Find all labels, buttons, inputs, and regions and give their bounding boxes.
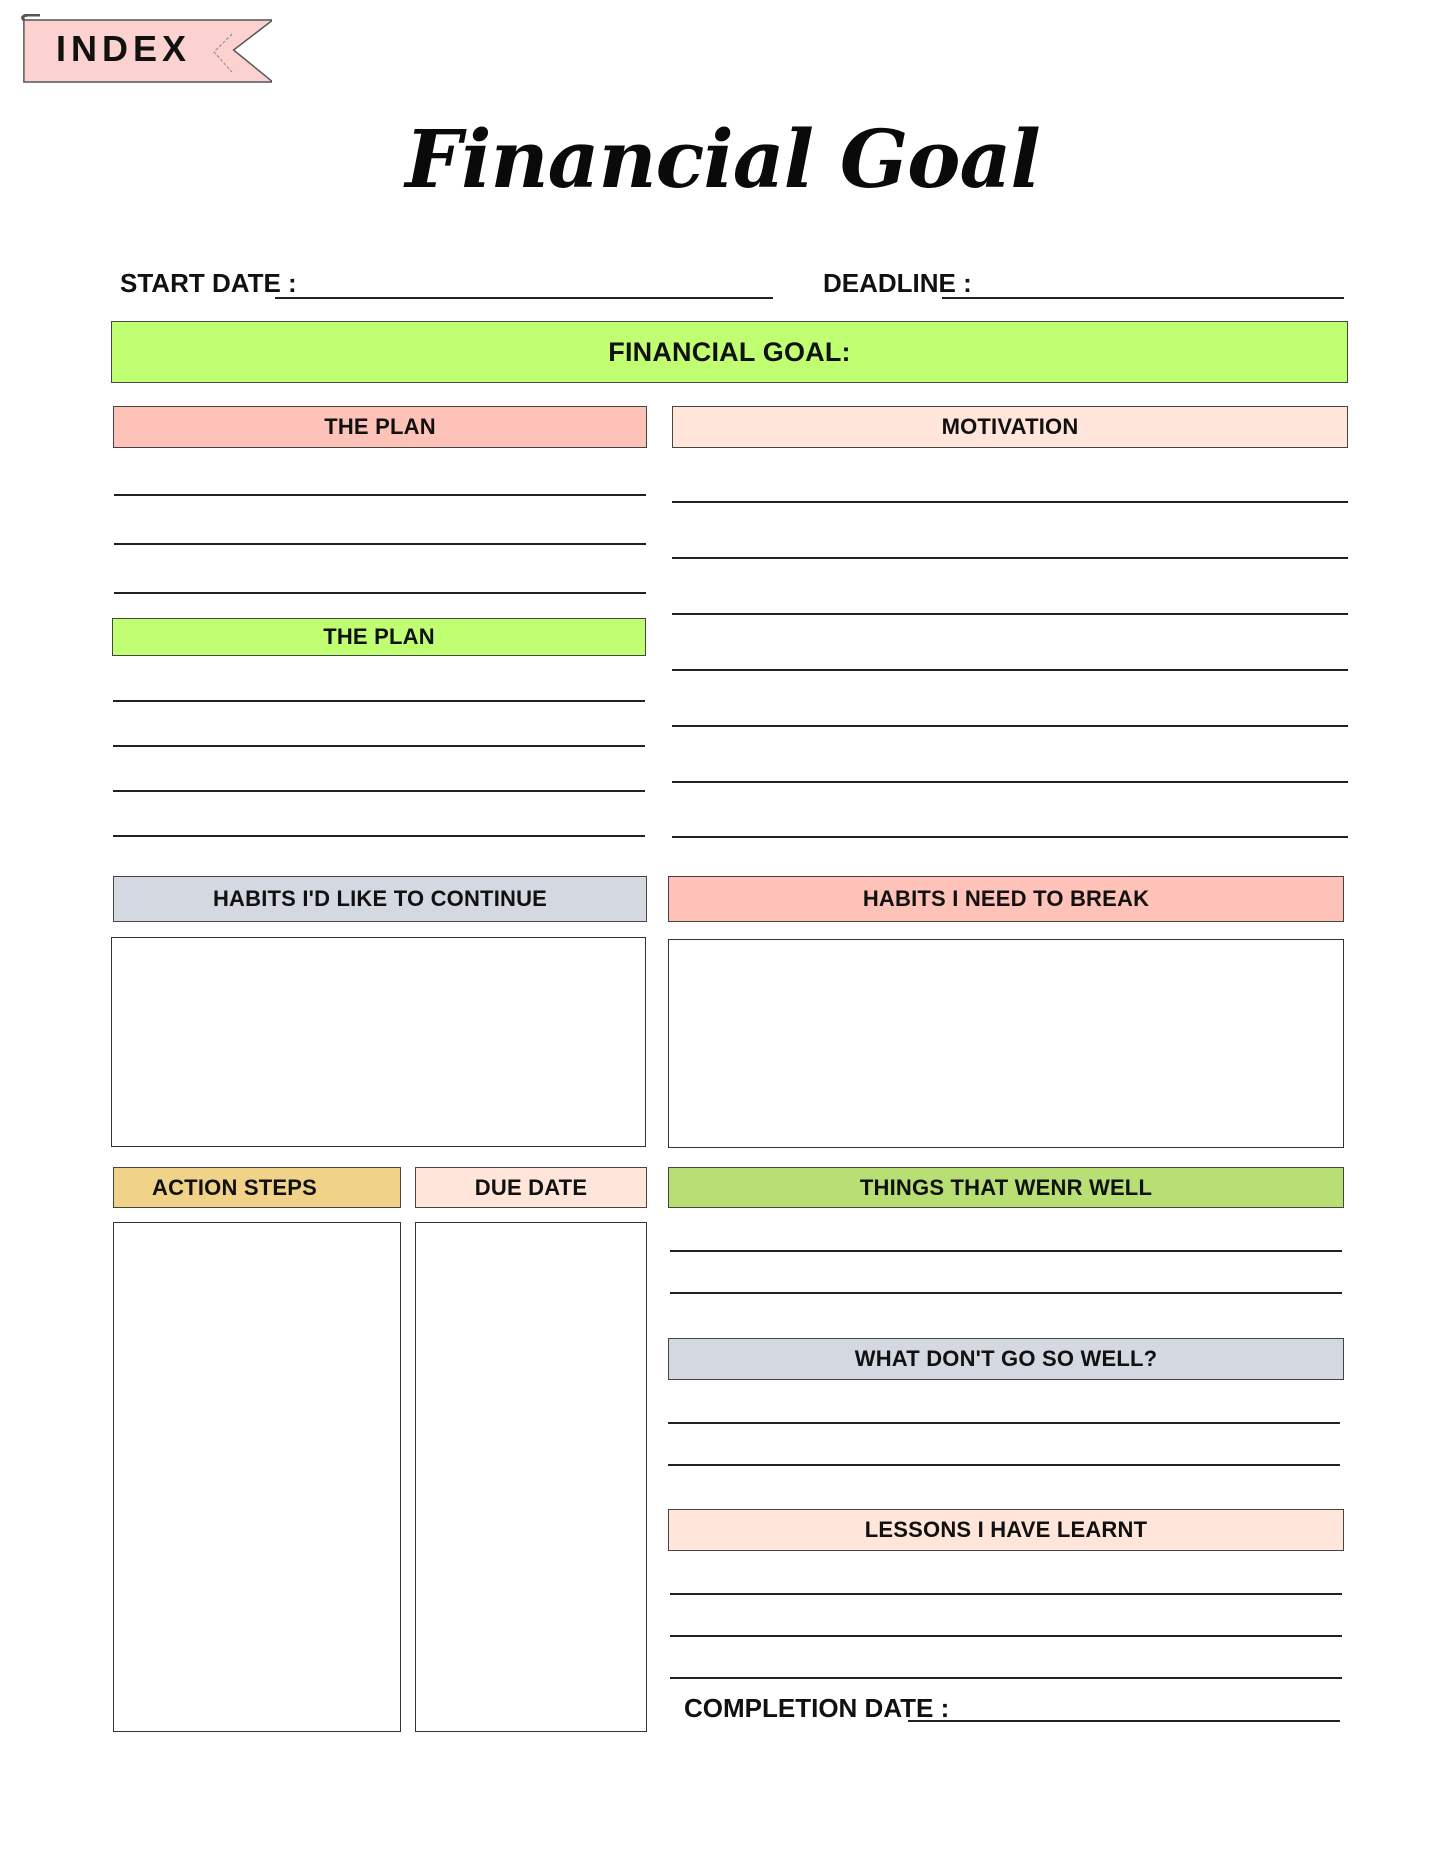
completion-date-label: COMPLETION DATE : xyxy=(684,1693,950,1723)
lessons-label: LESSONS I HAVE LEARNT xyxy=(864,1517,1148,1542)
plan-1-line[interactable] xyxy=(114,494,646,496)
due-date-label: DUE DATE xyxy=(474,1174,588,1200)
completion-date-field[interactable] xyxy=(908,1720,1340,1722)
plan-header-2 xyxy=(112,618,646,656)
plan-1-line[interactable] xyxy=(114,543,646,545)
habits-break-header xyxy=(668,876,1344,922)
habits-continue-box[interactable] xyxy=(111,937,646,1147)
lessons-line[interactable] xyxy=(670,1593,1342,1595)
page-title: Financial Goal xyxy=(405,112,1040,206)
not-well-header xyxy=(668,1338,1344,1380)
motivation-line[interactable] xyxy=(672,501,1348,503)
plan-2-line[interactable] xyxy=(113,745,645,747)
motivation-line[interactable] xyxy=(672,725,1348,727)
motivation-line[interactable] xyxy=(672,557,1348,559)
financial-goal-header xyxy=(111,321,1348,383)
deadline-label: DEADLINE : xyxy=(823,268,972,298)
motivation-header xyxy=(672,406,1348,448)
habits-continue-label: HABITS I'D LIKE TO CONTINUE xyxy=(212,886,548,911)
habits-continue-header xyxy=(113,876,647,922)
plan-2-line[interactable] xyxy=(113,790,645,792)
plan-2-line[interactable] xyxy=(113,700,645,702)
not-well-line[interactable] xyxy=(668,1422,1340,1424)
financial-goal-label: FINANCIAL GOAL: xyxy=(608,336,851,367)
index-label: INDEX xyxy=(56,28,192,69)
went-well-header xyxy=(668,1167,1344,1208)
plan-1-line[interactable] xyxy=(114,592,646,594)
start-date-field[interactable] xyxy=(275,297,773,299)
habits-break-box[interactable] xyxy=(668,939,1344,1148)
lessons-line[interactable] xyxy=(670,1635,1342,1637)
deadline-field[interactable] xyxy=(942,297,1344,299)
motivation-line[interactable] xyxy=(672,836,1348,838)
went-well-line[interactable] xyxy=(670,1292,1342,1294)
plan-2-line[interactable] xyxy=(113,835,645,837)
lessons-header xyxy=(668,1509,1344,1551)
start-date-label: START DATE : xyxy=(120,268,297,298)
motivation-label: MOTIVATION xyxy=(941,414,1079,439)
due-date-header xyxy=(415,1167,647,1208)
action-steps-label: ACTION STEPS xyxy=(152,1174,317,1200)
plan-header-1 xyxy=(113,406,647,448)
went-well-label: THINGS THAT WENR WELL xyxy=(859,1174,1153,1200)
not-well-label: WHAT DON'T GO SO WELL? xyxy=(854,1346,1158,1371)
action-steps-box[interactable] xyxy=(113,1222,401,1732)
not-well-line[interactable] xyxy=(668,1464,1340,1466)
lessons-line[interactable] xyxy=(670,1677,1342,1679)
plan-header-2-label: THE PLAN xyxy=(323,624,435,649)
habits-break-label: HABITS I NEED TO BREAK xyxy=(862,886,1150,911)
plan-header-1-label: THE PLAN xyxy=(324,414,436,439)
motivation-line[interactable] xyxy=(672,781,1348,783)
due-date-box[interactable] xyxy=(415,1222,647,1732)
went-well-line[interactable] xyxy=(670,1250,1342,1252)
motivation-line[interactable] xyxy=(672,669,1348,671)
action-steps-header xyxy=(113,1167,401,1208)
motivation-line[interactable] xyxy=(672,613,1348,615)
